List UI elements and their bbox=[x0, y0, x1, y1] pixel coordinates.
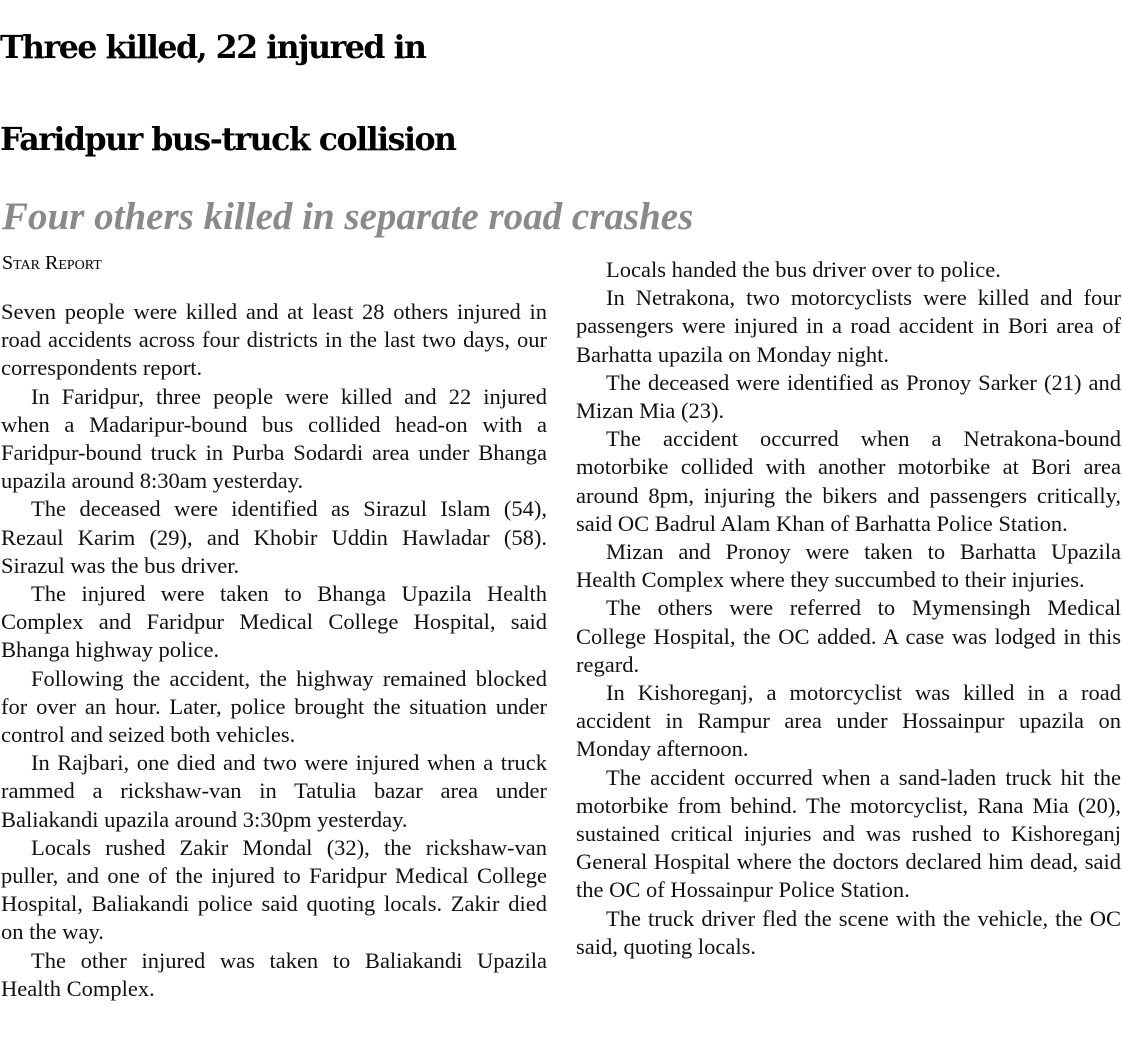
paragraph: The injured were taken to Bhanga Upazila Health Complex and Faridpur Medical College Hospital, said Bhanga highway police. bbox=[1, 581, 547, 663]
paragraph: The others were referred to Mymensingh Medical College Hospital, the OC added. A case was lodged in this regard. bbox=[576, 595, 1121, 677]
paragraph: The deceased were identified as Pronoy Sarker (21) and Mizan Mia (23). bbox=[576, 369, 1121, 424]
left-column bbox=[1, 298, 547, 1003]
paragraph: The truck driver fled the scene with the vehicle, the OC said, quoting locals. bbox=[576, 905, 1121, 959]
paragraph: The deceased were identified as Sirazul Islam (54), Rezaul Karim (29), and Khobir Uddin Hawladar (58). Sirazul was the bus driver. bbox=[1, 496, 547, 578]
paragraph: In Rajbari, one died and two were injured when a truck rammed a rickshaw-van in Tatulia bazar area under Baliakandi upazila around 3:30pm yesterday. bbox=[1, 750, 547, 832]
byline: Star Report bbox=[2, 252, 102, 274]
paragraph: The other injured was taken to Baliakandi Upazila Health Complex. bbox=[1, 947, 547, 1001]
paragraph: Seven people were killed and at least 28 others injured in road accidents across four districts in the last two days, our correspondents report. bbox=[1, 299, 547, 381]
paragraph: In Kishoreganj, a motorcyclist was killed in a road accident in Rampur area under Hossainpur upazila on Monday afternoon. bbox=[576, 680, 1121, 762]
paragraph: Mizan and Pronoy were taken to Barhatta Upazila Health Complex where they succumbed to their injuries. bbox=[576, 539, 1121, 593]
paragraph: The accident occurred when a Netrakona-bound motorbike collided with another motorbike at Bori area around 8pm, injuring the bikers and passengers critically, said OC Badrul Alam Khan of Barhatta Police Station. bbox=[576, 426, 1121, 536]
paragraph: In Faridpur, three people were killed and 22 injured when a Madaripur-bound bus collided head-on with a Faridpur-bound truck in Purba Sodardi area under Bhanga upazila around 8:30am yesterday. bbox=[1, 383, 547, 494]
headline-line-1: Three killed, 22 injured in bbox=[0, 29, 426, 66]
subheadline: Four others killed in separate road crashes bbox=[2, 195, 694, 238]
right-column bbox=[576, 256, 1121, 961]
paragraph: In Netrakona, two motorcyclists were killed and four passengers were injured in a road accident in Bori area of Barhatta upazila on Monday night. bbox=[576, 285, 1121, 367]
paragraph: Following the accident, the highway remained blocked for over an hour. Later, police brought the situation under control and seized both vehicles. bbox=[1, 665, 547, 748]
paragraph: Locals handed the bus driver over to police. bbox=[606, 257, 1001, 282]
paragraph: Locals rushed Zakir Mondal (32), the rickshaw-van puller, and one of the injured to Faridpur Medical College Hospital, Baliakandi police said quoting locals. Zakir died on the way. bbox=[1, 834, 547, 945]
paragraph: The accident occurred when a sand-laden truck hit the motorbike from behind. The motorcyclist, Rana Mia (20), sustained critical injuries and was rushed to Kishoreganj General Hospital where the doctors declared him dead, said the OC of Hossainpur Police Station. bbox=[576, 764, 1121, 903]
headline-line-2: Faridpur bus-truck collision bbox=[0, 121, 456, 158]
headline bbox=[0, 2, 1122, 186]
